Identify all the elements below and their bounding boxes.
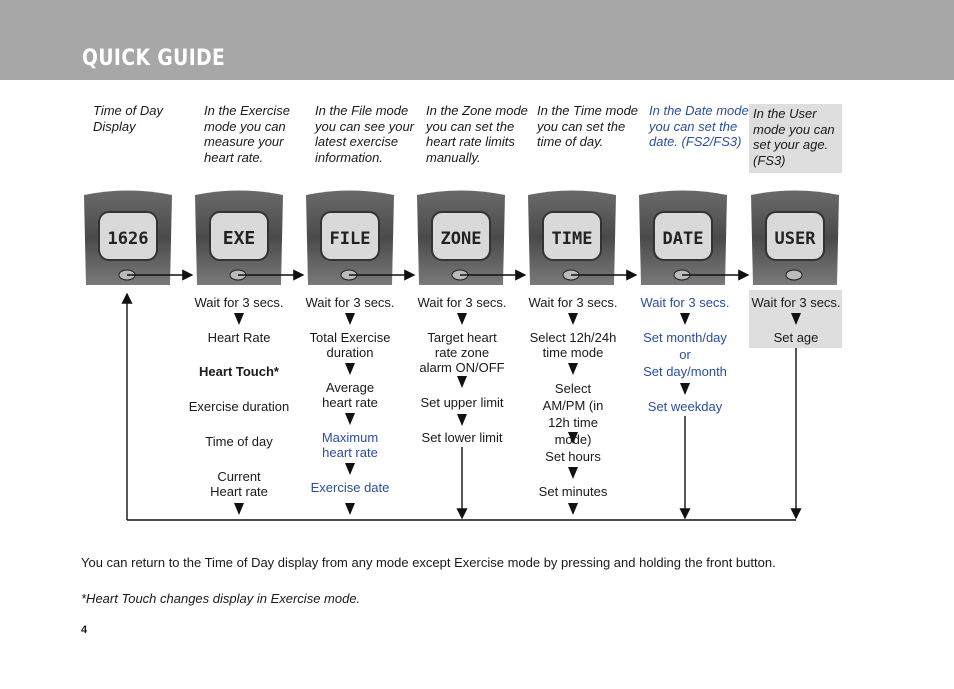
step-time-2: Select AM/PM (in 12h time mode) xyxy=(542,381,604,447)
return-note: You can return to the Time of Day display from any mode except Exercise mode by pressing and holding the front button. xyxy=(81,555,776,570)
wait-label-exercise: Wait for 3 secs. xyxy=(194,295,284,310)
watch-date xyxy=(639,191,727,286)
step-time-3: Set hours xyxy=(545,449,601,464)
page-number: 4 xyxy=(81,624,88,636)
watch-display-text: USER xyxy=(774,229,816,249)
watch-user xyxy=(751,191,839,286)
step-user-1: Set age xyxy=(773,330,819,345)
step-exercise-2: Heart Touch* xyxy=(199,364,279,379)
page-title: QUICK GUIDE xyxy=(82,46,226,71)
watch-display-text: DATE xyxy=(662,229,704,249)
step-file-1: Total Exercise duration xyxy=(309,330,391,360)
desc-exercise: In the Exercise mode you can measure your heart rate. xyxy=(204,103,290,165)
watch-display-text: 1626 xyxy=(107,229,149,249)
step-zone-3: Set lower limit xyxy=(421,430,503,445)
wait-label-time-mode: Wait for 3 secs. xyxy=(528,295,618,310)
wait-label-file: Wait for 3 secs. xyxy=(305,295,395,310)
step-date-2: Set day/month xyxy=(643,364,727,379)
desc-user: In the User mode you can set your age. (FS3) xyxy=(753,106,835,168)
step-exercise-4: Time of day xyxy=(205,434,273,449)
watch-time-of-day xyxy=(84,191,172,286)
wait-label-user: Wait for 3 secs. xyxy=(751,295,841,310)
wait-label-zone: Wait for 3 secs. xyxy=(417,295,507,310)
footnote: *Heart Touch changes display in Exercise mode. xyxy=(81,591,361,606)
watch-exercise xyxy=(195,191,283,286)
desc-zone: In the Zone mode you can set the heart rate limits manually. xyxy=(426,103,528,165)
desc-date: In the Date mode you can set the date. (FS2/FS3) xyxy=(649,103,749,149)
desc-file: In the File mode you can see your latest exercise information. xyxy=(315,103,415,165)
step-exercise-1: Heart Rate xyxy=(207,330,271,345)
step-zone-1: Target heart rate zone alarm ON/OFF xyxy=(419,330,505,375)
step-time-1: Select 12h/24h time mode xyxy=(529,330,617,360)
watch-time-mode xyxy=(528,191,616,286)
desc-time-mode: In the Time mode you can set the time of day. xyxy=(537,103,639,149)
watch-display-text: ZONE xyxy=(440,229,482,249)
watch-zone xyxy=(417,191,505,286)
watch-display-text: TIME xyxy=(551,229,593,249)
step-file-3: Maximum heart rate xyxy=(321,430,379,460)
step-exercise-3: Exercise duration xyxy=(188,399,290,414)
step-date-1: Set month/day xyxy=(643,330,727,345)
step-exercise-5: Current Heart rate xyxy=(210,469,268,499)
watch-display-text: EXE xyxy=(222,228,256,249)
step-time-4: Set minutes xyxy=(538,484,608,499)
desc-time-of-day: Time of Day Display xyxy=(93,103,163,134)
watch-display-text: FILE xyxy=(329,229,371,249)
step-zone-2: Set upper limit xyxy=(420,395,504,410)
step-date-3: Set weekday xyxy=(647,399,723,414)
step-date-or: or xyxy=(679,347,691,362)
step-file-4: Exercise date xyxy=(310,480,390,495)
wait-label-date: Wait for 3 secs. xyxy=(640,295,730,310)
step-file-2: Average heart rate xyxy=(322,380,378,410)
watch-file xyxy=(306,191,394,286)
